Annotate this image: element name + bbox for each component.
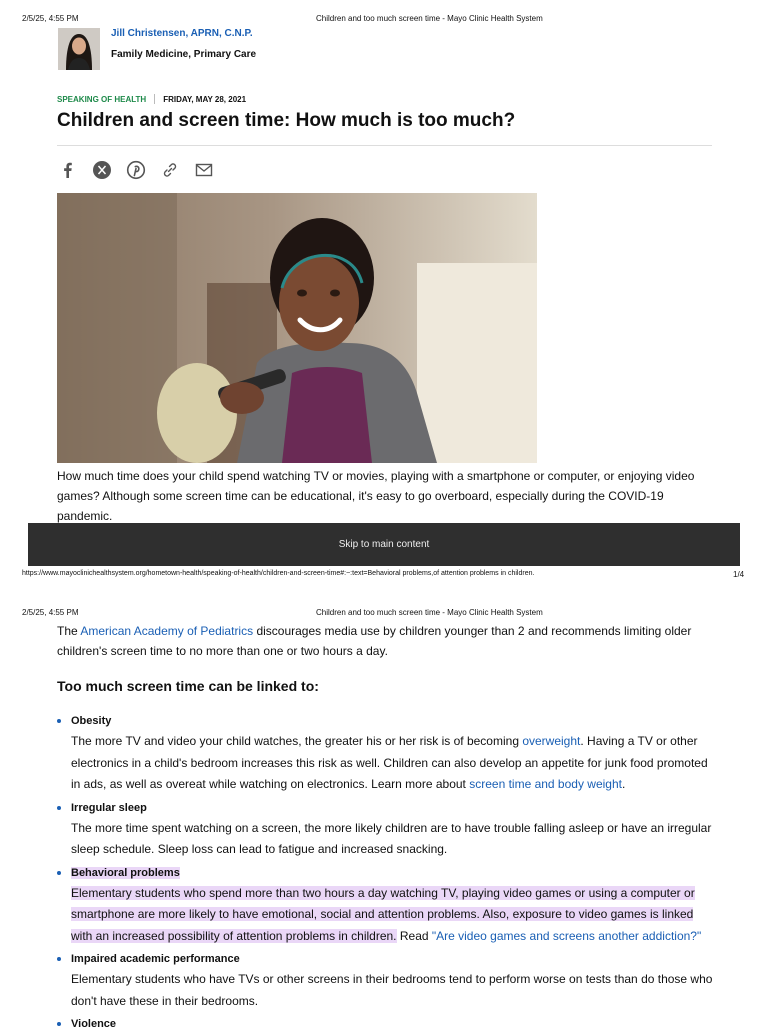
aap-text: discourages media use by children younger than 2 and recommends limiting older children's screen time to no more than one or two hours a day. <box>57 624 692 658</box>
bullet-title: Obesity <box>71 715 112 727</box>
print-doc-title-2: Children and too much screen time - Mayo Clinic Health System <box>316 608 543 617</box>
screen-time-body-weight-link[interactable]: screen time and body weight <box>469 777 622 791</box>
bullet-title: Impaired academic performance <box>71 953 240 965</box>
title-divider <box>57 145 712 146</box>
print-page-number: 1/4 <box>733 570 745 579</box>
share-bar <box>57 159 215 181</box>
section-heading: Too much screen time can be linked to: <box>57 678 319 694</box>
author-name-link[interactable]: Jill Christensen, APRN, C.N.P. <box>111 28 253 39</box>
article-category-link[interactable]: SPEAKING OF HEALTH <box>57 94 147 104</box>
skip-to-main-content-link[interactable]: Skip to main content <box>28 523 740 566</box>
bullet-text: The more TV and video your child watches, the greater his or her risk is of becoming <box>71 734 523 748</box>
bullet-title: Irregular sleep <box>71 801 147 814</box>
bullet-title: Violence <box>71 1018 117 1030</box>
bullet-body <box>71 883 717 948</box>
bullet-text: Read <box>396 928 432 943</box>
video-games-addiction-link[interactable]: "Are video games and screens another addiction?" <box>431 928 702 943</box>
overweight-link[interactable]: overweight <box>522 734 581 748</box>
x-icon[interactable] <box>91 159 113 181</box>
highlighted-text: Elementary students who spend more than two hours a day watching TV, playing video games or using a computer or smartphone are more likely to have emotional, social and attention problems. Also, exposure to video games is linked with an increased possibility of attention problems in children. <box>71 885 695 943</box>
highlighted-title: Behavioral problems <box>71 866 180 879</box>
bullet-text: . <box>621 777 626 791</box>
bullet-body: Elementary students who have TVs or other screens in their bedrooms tend to perform worse on tests than do those who don't have these in their bedrooms. <box>71 972 713 1008</box>
bullet-icon <box>57 871 61 875</box>
article-title: Children and screen time: How much is too much? <box>57 110 516 131</box>
aap-link[interactable]: American Academy of Pediatrics <box>80 624 254 638</box>
hero-image <box>57 193 537 463</box>
bullet-icon <box>57 719 61 723</box>
pinterest-icon[interactable] <box>125 159 147 181</box>
bullet-body: The more time spent watching on a screen, the more likely children are to have trouble falling asleep or have an irregular sleep schedule. Sleep loss can lead to fatigue and increased snacking. <box>71 820 712 856</box>
risks-list <box>57 711 717 1034</box>
intro-paragraph: How much time does your child spend watching TV or movies, playing with a smartphone or computer, or enjoying video games? Although some screen time can be educational, it's easy to go overboard, especially during the COVID-19 pandemic. <box>57 469 695 523</box>
aap-paragraph <box>57 621 717 661</box>
bullet-icon <box>57 806 61 810</box>
list-item <box>57 1014 717 1034</box>
print-url: https://www.mayoclinichealthsystem.org/hometown-health/speaking-of-health/children-and-screen-time#:~:text=Behavioral problems,of attention problems in children. <box>22 570 535 577</box>
bullet-body <box>71 731 717 796</box>
bullet-title <box>71 863 717 883</box>
print-datetime: 2/5/25, 4:55 PM <box>22 14 79 23</box>
email-icon[interactable] <box>193 159 215 181</box>
author-specialty: Family Medicine, Primary Care <box>111 49 257 60</box>
print-doc-title: Children and too much screen time - Mayo Clinic Health System <box>316 14 543 23</box>
article-date: FRIDAY, MAY 28, 2021 <box>163 94 247 104</box>
facebook-icon[interactable] <box>57 159 79 181</box>
aap-text-prefix: The <box>57 624 81 638</box>
link-icon[interactable] <box>159 159 181 181</box>
list-item <box>57 863 717 948</box>
bullet-text: . Having a TV or other electronics in a child's bedroom increases this risk as well. Children can also develop an appetite for junk food promoted in ads, as well as overeat while watching on electronics. Learn more about <box>71 734 708 791</box>
meta-divider <box>154 94 155 104</box>
list-item <box>57 711 717 796</box>
print-datetime-2: 2/5/25, 4:55 PM <box>22 608 79 617</box>
author-avatar <box>58 28 100 70</box>
bullet-icon <box>57 1022 61 1026</box>
article-meta <box>57 94 246 104</box>
list-item <box>57 798 717 861</box>
list-item <box>57 949 717 1012</box>
bullet-icon <box>57 957 61 961</box>
